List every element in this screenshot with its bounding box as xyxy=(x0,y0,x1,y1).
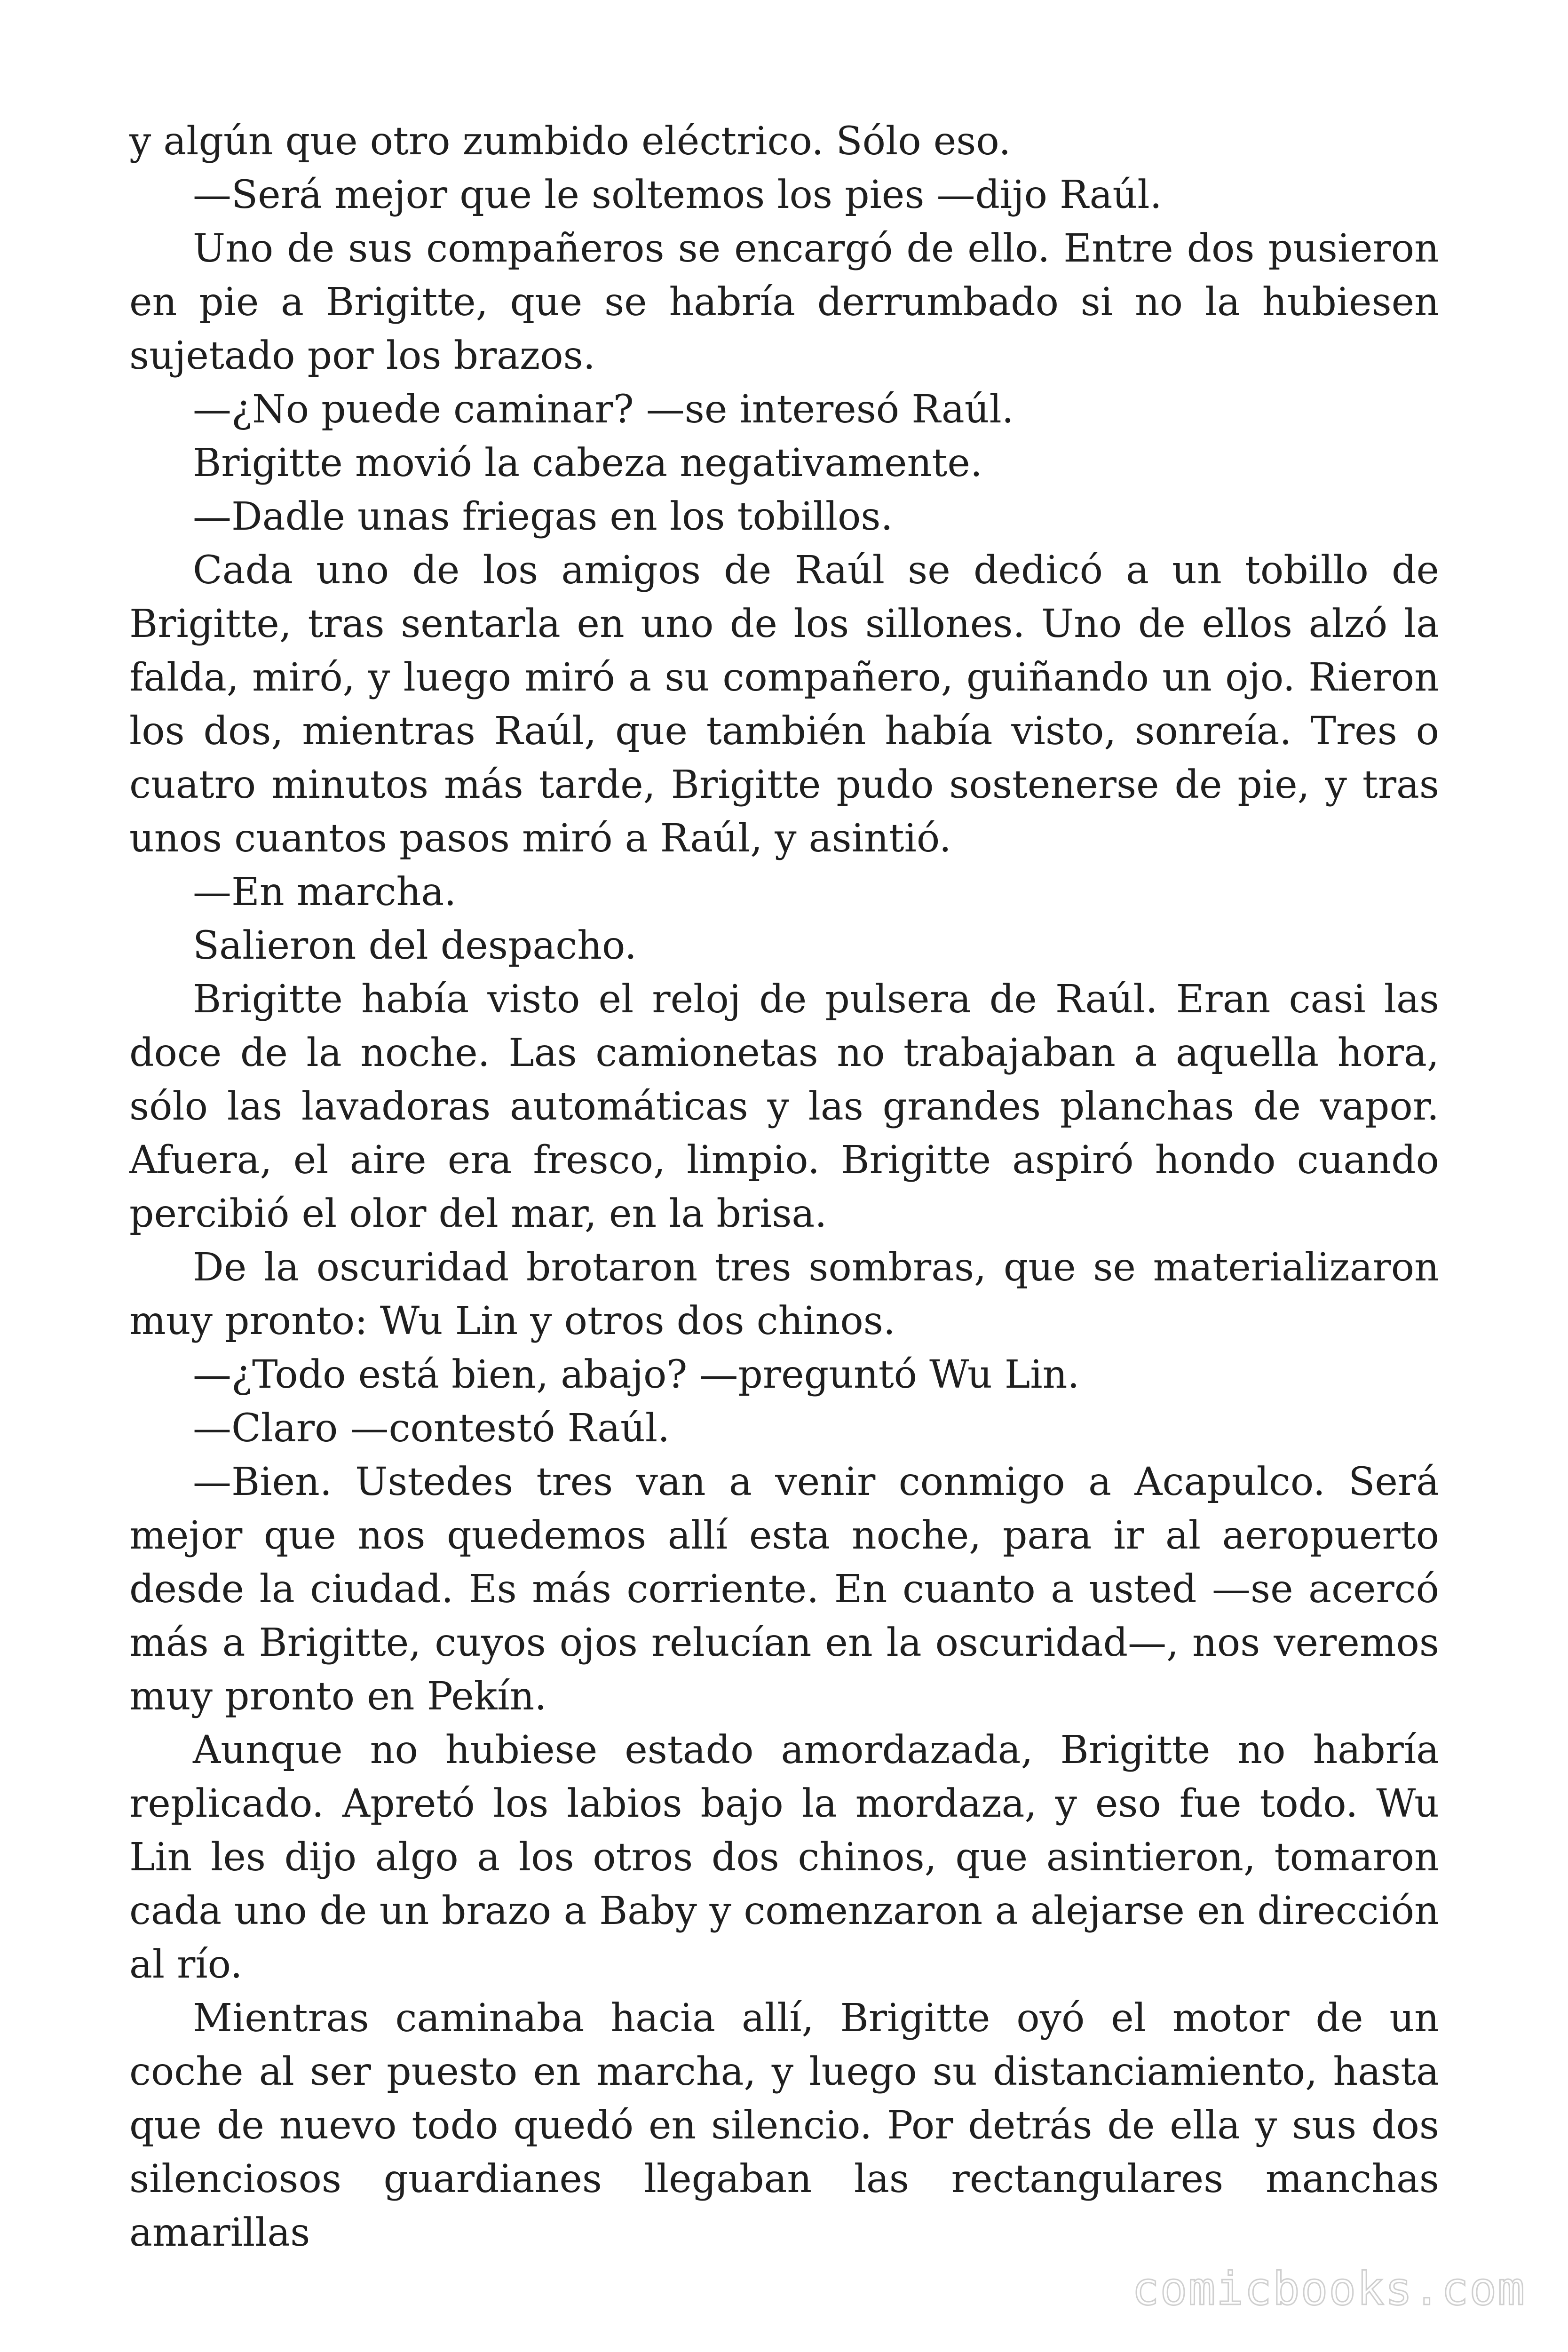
paragraph-14: —Bien. Ustedes tres van a venir conmigo a Acapulco. Será mejor que nos quedemos allí esta noche, para ir al aeropuerto desde la ciudad. Es más corriente. En cuanto a usted —se acercó más a Brigitte, cuyos ojos relucían en la oscuridad—, nos veremos muy pronto en Pekín. xyxy=(129,1460,1439,1719)
paragraph-12: —¿Todo está bien, abajo? —preguntó Wu Lin. xyxy=(193,1352,1080,1397)
paragraph-15: Aunque no hubiese estado amordazada, Brigitte no habría replicado. Apretó los labios bajo la mordaza, y eso fue todo. Wu Lin les dijo algo a los otros dos chinos, que asintieron, tomaron cada uno de un brazo a Baby y comenzaron a alejarse en dirección al río. xyxy=(129,1728,1439,1987)
paragraph-13: —Claro —contestó Raúl. xyxy=(193,1406,670,1451)
paragraph-4: —¿No puede caminar? —se interesó Raúl. xyxy=(193,387,1014,432)
paragraph-6: —Dadle unas friegas en los tobillos. xyxy=(193,494,893,539)
paragraph-9: Salieron del despacho. xyxy=(193,923,637,968)
paragraph-8: —En marcha. xyxy=(193,870,457,914)
paragraph-2: —Será mejor que le soltemos los pies —dijo Raúl. xyxy=(193,173,1162,217)
paragraph-7: Cada uno de los amigos de Raúl se dedicó a un tobillo de Brigitte, tras sentarla en uno de los sillones. Uno de ellos alzó la falda, miró, y luego miró a su compañero, guiñando un ojo. Rieron los dos, mientras Raúl, que también había visto, sonreía. Tres o cuatro minutos más tarde, Brigitte pudo sostenerse de pie, y tras unos cuantos pasos miró a Raúl, y asintió. xyxy=(129,548,1439,861)
body-text xyxy=(129,115,1439,2260)
paragraph-1: y algún que otro zumbido eléctrico. Sólo eso. xyxy=(129,119,1011,164)
paragraph-11: De la oscuridad brotaron tres sombras, que se materializaron muy pronto: Wu Lin y otros dos chinos. xyxy=(129,1245,1439,1343)
paragraph-5: Brigitte movió la cabeza negativamente. xyxy=(193,441,982,485)
paragraph-10: Brigitte había visto el reloj de pulsera de Raúl. Eran casi las doce de la noche. Las camionetas no trabajaban a aquella hora, sólo las lavadoras automáticas y las grandes planchas de vapor. Afuera, el aire era fresco, limpio. Brigitte aspiró hondo cuando percibió el olor del mar, en la brisa. xyxy=(129,977,1439,1236)
paragraph-3: Uno de sus compañeros se encargó de ello. Entre dos pusieron en pie a Brigitte, que se habría derrumbado si no la hubiesen sujetado por los brazos. xyxy=(129,226,1439,378)
watermark-logo: comicbooks.com xyxy=(1132,2263,1526,2315)
paragraph-16: Mientras caminaba hacia allí, Brigitte oyó el motor de un coche al ser puesto en marcha, y luego su distanciamiento, hasta que de nuevo todo quedó en silencio. Por detrás de ella y sus dos silenciosos guardianes llegaban las rectangulares manchas amarillas xyxy=(129,1996,1439,2255)
